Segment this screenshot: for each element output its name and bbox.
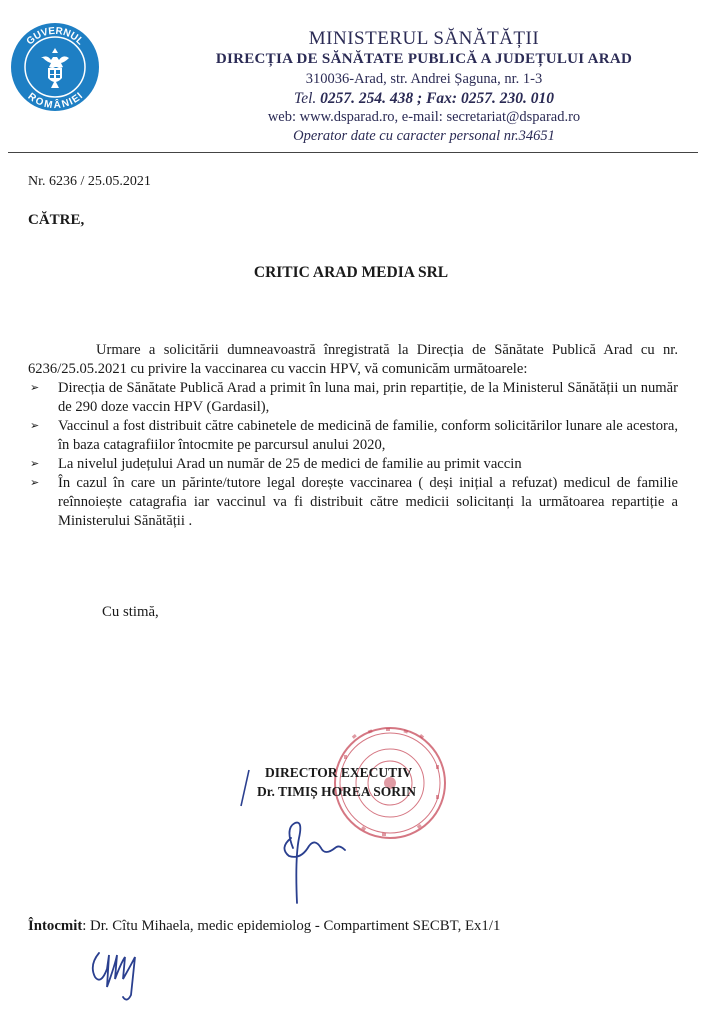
handwritten-initials [85, 935, 155, 1005]
phone-number: 0257. 254. 438 [320, 90, 414, 107]
list-item-text: În cazul în care un părinte/tutore legal dorește vaccinarea ( deși inițial a refuzat) medicul de familie reînnoiește catagrafia iar vaccinul va fi distribuit către medicii solicitanți la următoarea repartiție a Ministerului Sănătății . [58, 475, 678, 529]
list-item-text: Direcția de Sănătate Publică Arad a primit în luna mai, prin repartiție, de la Ministerul Sănătății un număr de 290 doze vaccin HPV (Gardasil), [58, 380, 678, 415]
signatory-name: Dr. TIMIȘ HOREA SORIN [257, 784, 417, 799]
intro-paragraph: Urmare a solicitării dumneavoastră înregistrată la Direcția de Sănătate Publică Arad cu nr. 6236/25.05.2021 cu privire la vaccinarea cu vaccin HPV, vă comunicăm următoarele: [28, 342, 678, 377]
arrow-bullet-icon: ➢ [30, 458, 40, 470]
arrow-bullet-icon: ➢ [30, 420, 40, 432]
list-item-text: Vaccinul a fost distribuit către cabinetele de medicină de familie, conform solicitărilor lunare ale acestora, în baza catagrafiilor întocmite pe parcursul anului 2020, [58, 418, 678, 453]
fax-number: 0257. 230. 010 [460, 90, 554, 107]
addressee-label: CĂTRE, [28, 212, 85, 228]
phone-label: Tel. [294, 90, 317, 107]
letter-body [28, 341, 678, 531]
prepared-by-text: : Dr. Cîtu Mihaela, medic epidemiolog - Compartiment SECBT, Ex1/1 [82, 918, 501, 934]
address: 310036-Arad, str. Andrei Șaguna, nr. 1-3 [305, 71, 543, 87]
web-email: web: www.dsparad.ro, e-mail: secretariat@dsparad.ro [267, 109, 581, 125]
ministry-name: MINISTERUL SĂNĂTĂȚII [308, 28, 540, 49]
closing-salutation: Cu stimă, [102, 604, 159, 620]
list-item [28, 455, 678, 474]
arrow-bullet-icon: ➢ [30, 382, 40, 394]
prepared-by [28, 918, 500, 935]
registration-number: Nr. 6236 / 25.05.2021 [28, 174, 151, 189]
operator-note: Operator date cu caracter personal nr.34651 [293, 128, 555, 144]
logo-text-bottom: ROMÂNIEI [25, 90, 85, 112]
handwritten-signature [265, 808, 355, 918]
signatory-title: DIRECTOR EXECUTIV [265, 765, 413, 780]
logo-text-top: GUVERNUL [24, 25, 86, 48]
arrow-bullet-icon: ➢ [30, 477, 40, 489]
list-item [28, 474, 678, 531]
header-divider [8, 152, 698, 153]
prepared-by-label: Întocmit [28, 918, 83, 934]
list-item-text: La nivelul județului Arad un număr de 25 de medici de familie au primit vaccin [58, 456, 522, 472]
recipient-name: CRITIC ARAD MEDIA SRL [253, 264, 449, 281]
directorate-name: DIRECȚIA DE SĂNĂTATE PUBLICĂ A JUDEȚULUI ARAD [215, 51, 633, 67]
government-logo [10, 22, 100, 112]
signature-stroke [237, 768, 253, 808]
list-item [28, 379, 678, 417]
fax-label: ; Fax: [417, 90, 458, 107]
list-item [28, 417, 678, 455]
contact-phone-fax [170, 90, 678, 108]
bullet-list [28, 379, 678, 531]
